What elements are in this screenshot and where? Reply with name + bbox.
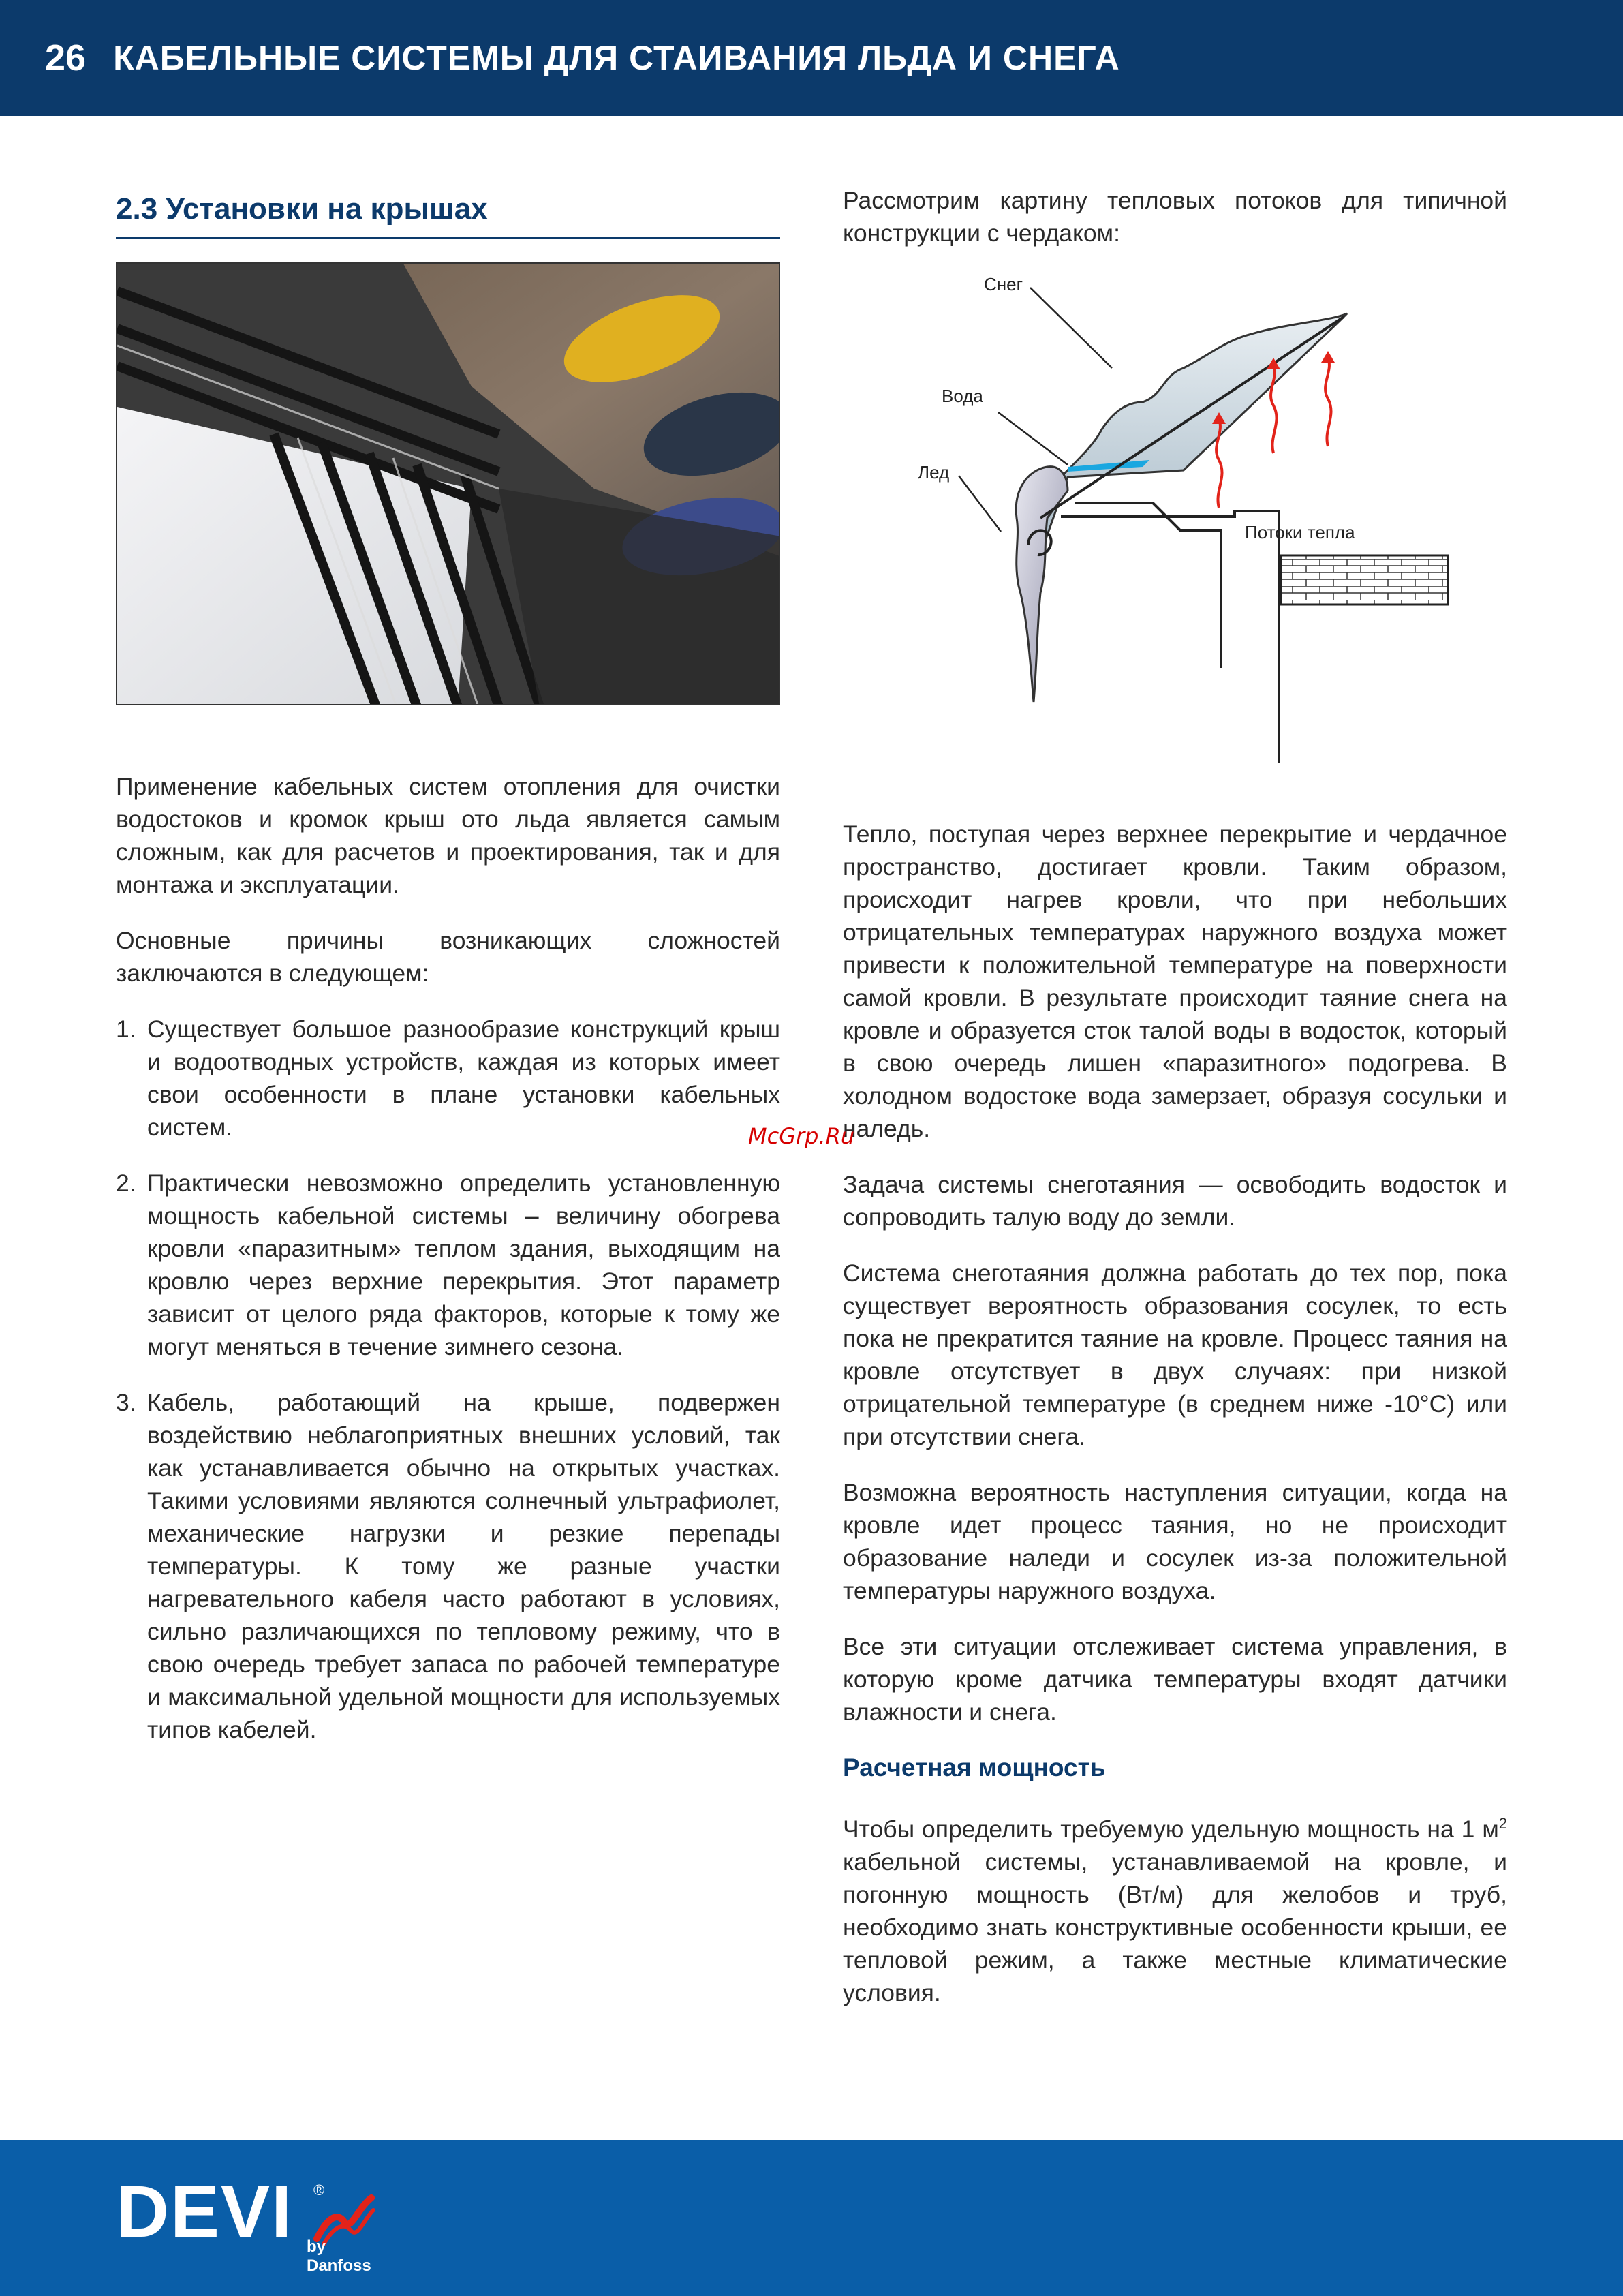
label-ice: Лед <box>918 462 950 483</box>
list-item <box>116 1167 780 1363</box>
icicle <box>1016 467 1068 702</box>
label-heat: Потоки тепла <box>1245 522 1355 542</box>
power-text-after: кабельной системы, устанавливаемой на кровле, и погонную мощность (Вт/м) для желобов и труб, необходимо знать конструктивные особенности крыши, ее тепловой режим, а также местные климатические условия. <box>843 1848 1507 2006</box>
subheading: Расчетная мощность <box>843 1754 1106 1781</box>
title-divider <box>116 237 780 239</box>
paragraph: Все эти ситуации отслеживает система управления, в которую кроме датчика температуры входят датчики влажности и снега. <box>843 1633 1507 1726</box>
right-column <box>843 184 1507 2032</box>
logo-by-danfoss: by Danfoss <box>307 2237 371 2275</box>
reasons-intro: Основные причины возникающих сложностей заключаются в следующем: <box>116 927 780 987</box>
page-number: 26 <box>45 37 87 78</box>
roof-photo <box>116 262 780 705</box>
power-text-before: Чтобы определить требуемую удельную мощность на 1 м <box>843 1815 1499 1843</box>
list-text: Практически невозможно определить установленную мощность кабельной системы – величину обогрева кровли «паразитным» теплом здания, выходящим на кровлю через верхние перекрытия. Этот параметр зависит от целого ряда факторов, которые к тому же могут меняться в течение зимнего сезона. <box>147 1169 780 1360</box>
label-water: Вода <box>942 386 983 406</box>
paragraph: Система снеготаяния должна работать до тех пор, пока существует вероятность образования сосулек, то есть пока не прекратится таяние на кровле. Процесс таяния на кровле отсутствует в двух случаях: при низкой отрицательной температуре (в среднем ниже -10°С) или при отсутствии снега. <box>843 1259 1507 1450</box>
brick-slab <box>1281 555 1448 604</box>
heat-flow-diagram <box>843 273 1507 804</box>
header-bar <box>0 0 1623 116</box>
watermark: McGrp.Ru <box>748 1123 855 1149</box>
building-wall <box>1061 511 1279 763</box>
list-number: 3. <box>116 1389 136 1416</box>
list-number: 2. <box>116 1169 136 1197</box>
list-text: Кабель, работающий на крыше, подвержен воздействию неблагоприятных внешних условий, так как устанавливается обычно на открытых участках. Такими условиями являются солнечный ультрафиолет, механические нагрузки и резкие перепады температуры. К тому же разные участки нагревательного кабеля часто работают в условиях, сильно различающихся по тепловому режиму, что в свою очередь требует запаса по рабочей температуре и максимальной удельной мощности для используемых типов кабелей. <box>147 1389 780 1743</box>
roof-cable-photo-illustration <box>117 264 780 705</box>
diagram-intro: Рассмотрим картину тепловых потоков для типичной конструкции с чердаком: <box>843 187 1507 247</box>
paragraph: Возможна вероятность наступления ситуации, когда на кровле идет процесс таяния, но не происходит образование наледи и сосулек из-за положительной температуры наружного воздуха. <box>843 1479 1507 1604</box>
list-item <box>116 1386 780 1746</box>
snow-mass <box>1027 313 1347 593</box>
roof-line <box>1040 317 1344 518</box>
logo-registered: ® <box>313 2182 325 2199</box>
logo-brand: DEVI <box>116 2170 294 2252</box>
label-snow: Снег <box>984 274 1023 294</box>
attic-ceiling <box>1075 503 1221 668</box>
header-title: КАБЕЛЬНЫЕ СИСТЕМЫ ДЛЯ СТАИВАНИЯ ЛЬДА И СНЕГА <box>113 39 1120 77</box>
reasons-list <box>116 1013 780 1746</box>
intro-paragraph: Применение кабельных систем отопления для очистки водостоков и кромок крыш ото льда является самым сложным, как для расчетов и проектирования, так и для монтажа и эксплуатации. <box>116 773 780 898</box>
paragraph: Задача системы снеготаяния — освободить водосток и сопроводить талую воду до земли. <box>843 1171 1507 1231</box>
section-title: 2.3 Установки на крышах <box>116 192 488 226</box>
paragraph: Тепло, поступая через верхнее перекрытие и чердачное пространство, достигает кровли. Таким образом, происходит нагрев кровли, что при небольших отрицательных температурах наружного воздуха может привести к положительной температуре на поверхности самой кровли. В результате происходит таяние снега на кровле и образуется сток талой воды в водосток, который в свою очередь лишен «паразитного» подогрева. В холодном водостоке вода замерзает, образуя сосульки и наледь. <box>843 821 1507 1142</box>
roof-heat-flow-svg <box>843 273 1507 804</box>
list-text: Существует большое разнообразие конструкций крыш и водоотводных устройств, каждая из которых имеет свои особенности в плане установки кабельных систем. <box>147 1015 780 1141</box>
power-paragraph <box>843 1807 1507 2009</box>
list-number: 1. <box>116 1015 136 1043</box>
devi-logo <box>116 2170 375 2275</box>
list-item <box>116 1013 780 1144</box>
power-superscript: 2 <box>1498 1815 1507 1832</box>
left-column <box>116 184 780 1769</box>
